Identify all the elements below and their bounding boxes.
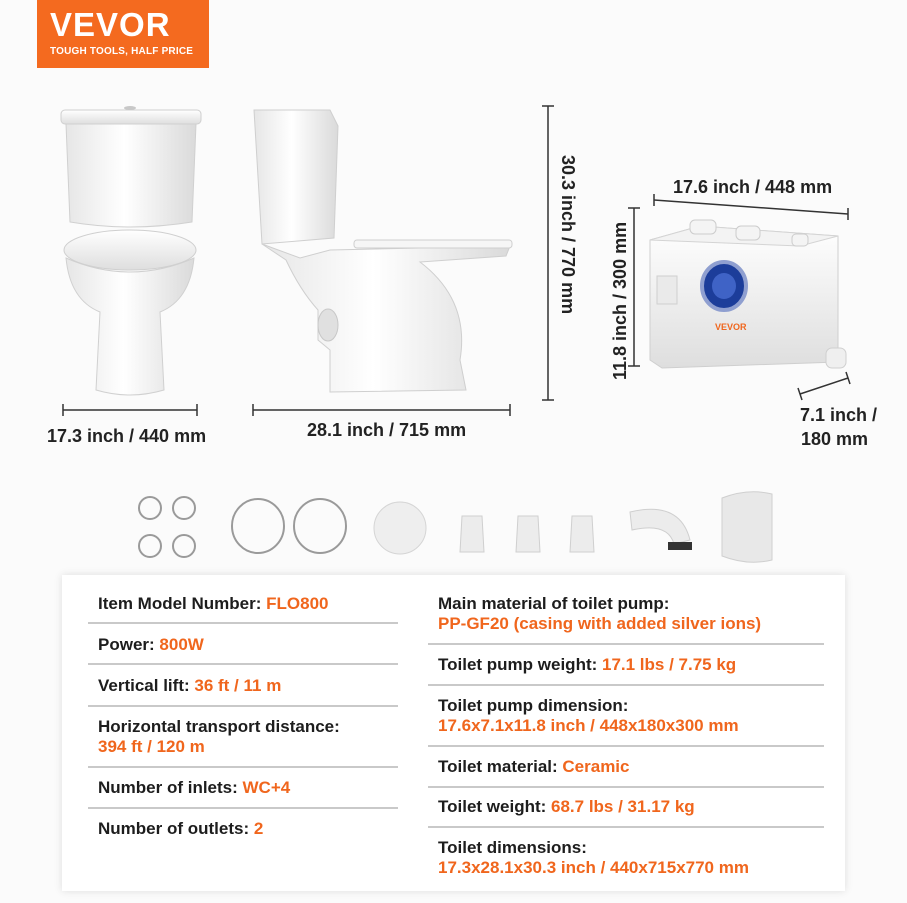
spec-power: Power: 800W (98, 635, 204, 654)
hose-clamp-icon (173, 497, 195, 519)
divider (88, 663, 398, 665)
large-clamp-icon (294, 499, 346, 553)
divider (88, 766, 398, 768)
specifications-card (62, 575, 845, 891)
hose-clamp-icon (173, 535, 195, 557)
divider (428, 684, 824, 686)
divider (428, 745, 824, 747)
spec-toilet-weight: Toilet weight: 68.7 lbs / 31.17 kg (438, 797, 695, 816)
spec-horizontal-distance: Horizontal transport distance: 394 ft / 120 m (98, 717, 340, 756)
divider (428, 643, 824, 645)
pump-brand-label: VEVOR (715, 322, 747, 332)
logo-brand: VEVOR (50, 6, 171, 43)
pump-height-label: 11.8 inch / 300 mm (610, 221, 630, 380)
macerator-pump (650, 220, 846, 368)
spec-vertical-lift: Vertical lift: 36 ft / 11 m (98, 676, 282, 695)
toilet-front-view (61, 106, 201, 395)
spec-outlets: Number of outlets: 2 (98, 819, 264, 838)
logo-tagline: TOUGH TOOLS, HALF PRICE (50, 46, 194, 57)
divider (88, 622, 398, 624)
hose-clamp-icon (139, 535, 161, 557)
accessories (139, 497, 346, 557)
elbow-pipe-icon (630, 509, 690, 544)
spec-pump-dimension: Toilet pump dimension: 17.6x7.1x11.8 inch / 448x180x300 mm (438, 696, 739, 735)
divider (88, 807, 398, 809)
spec-pump-weight: Toilet pump weight: 17.1 lbs / 7.75 kg (438, 655, 737, 674)
spec-toilet-material: Toilet material: Ceramic (438, 757, 630, 776)
toilet-depth-label: 28.1 inch / 715 mm (307, 420, 467, 440)
toilet-side-view (254, 110, 512, 392)
divider (428, 826, 824, 828)
spec-model-number: Item Model Number: FLO800 (98, 594, 329, 613)
divider (88, 705, 398, 707)
spec-pump-material: Main material of toilet pump: PP-GF20 (casing with added silver ions) (438, 594, 762, 633)
toilet-width-label: 17.3 inch / 440 mm (47, 426, 207, 446)
divider (428, 786, 824, 788)
check-valve-icon (668, 542, 692, 550)
pump-depth-label-line1: 7.1 inch / (800, 405, 878, 425)
adapter-sleeve-icon (516, 516, 540, 552)
spec-inlets: Number of inlets: WC+4 (98, 778, 291, 797)
toilet-height-label: 30.3 inch / 770 mm (558, 155, 578, 315)
adapter-sleeve-icon (570, 516, 594, 552)
cap-disc-icon (374, 502, 426, 554)
flexible-hose-icon (722, 492, 772, 563)
large-clamp-icon (232, 499, 284, 553)
spec-toilet-dimensions: Toilet dimensions: 17.3x28.1x30.3 inch / 440x715x770 mm (438, 838, 749, 877)
adapter-sleeve-icon (460, 516, 484, 552)
pump-width-label: 17.6 inch / 448 mm (673, 177, 833, 197)
hose-clamp-icon (139, 497, 161, 519)
pump-depth-label-line2: 180 mm (801, 429, 869, 449)
